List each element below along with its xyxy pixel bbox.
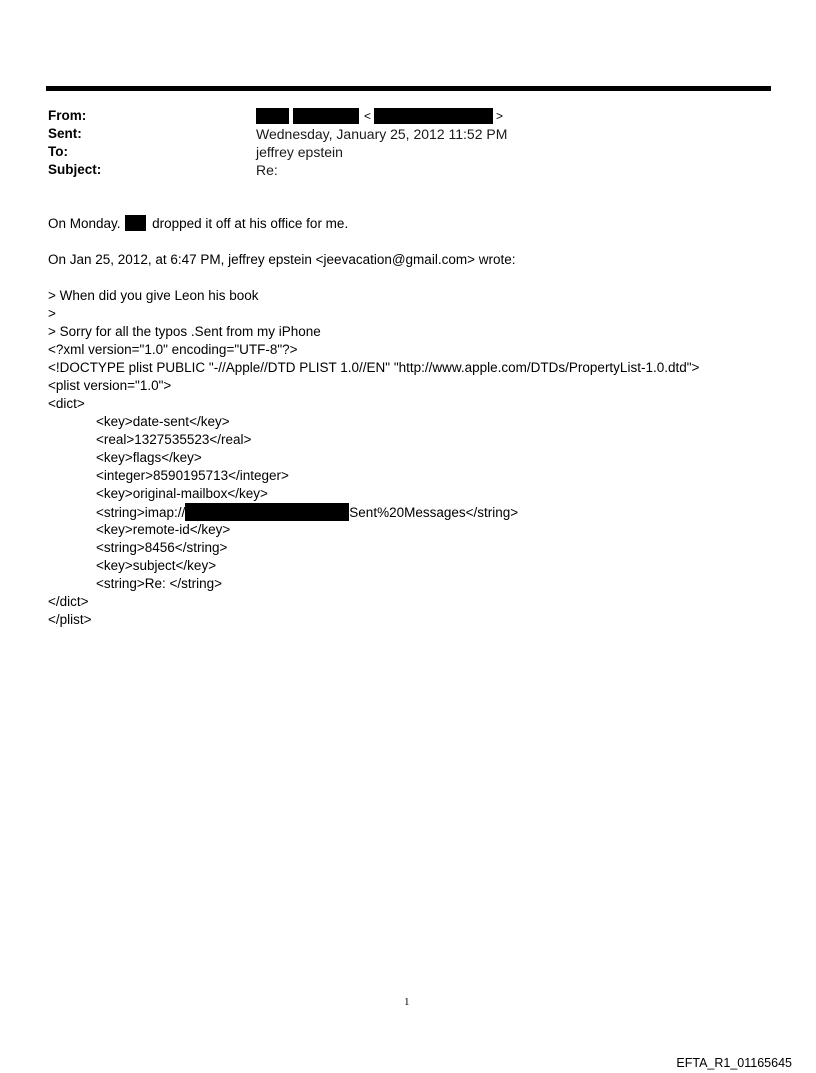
dict-line-remote-id-key: <key>remote-id</key> [96, 522, 231, 537]
body-line-1 [48, 215, 348, 233]
imap-suffix: Sent%20Messages</string> [349, 505, 519, 520]
from-email-open-bracket: < [364, 109, 372, 123]
quoted-line-3: > Sorry for all the typos .Sent from my iPhone [48, 324, 321, 339]
from-name-redaction-1 [256, 108, 289, 124]
xml-declaration: <?xml version="1.0" encoding="UTF-8"?> [48, 342, 298, 357]
dict-line-subject-key: <key>subject</key> [96, 558, 217, 573]
plist-close: </plist> [48, 612, 92, 627]
to-value: jeffrey epstein [256, 144, 343, 160]
dict-line-flags-value: <integer>8590195713</integer> [96, 468, 289, 483]
to-label: To: [48, 144, 68, 159]
dict-line-flags-key: <key>flags</key> [96, 450, 202, 465]
dict-line-imap [96, 503, 518, 522]
dict-close: </dict> [48, 594, 89, 609]
plist-open: <plist version="1.0"> [48, 378, 172, 393]
imap-redaction [185, 503, 349, 521]
dict-line-remote-id-value: <string>8456</string> [96, 540, 228, 555]
dict-line-subject-value: <string>Re: </string> [96, 576, 223, 591]
bates-number: EFTA_R1_01165645 [676, 1056, 792, 1070]
subject-value: Re: [256, 162, 278, 178]
imap-prefix: <string>imap:// [96, 505, 186, 520]
body-name-redaction [125, 215, 146, 231]
sent-label: Sent: [48, 126, 82, 141]
from-email-redaction [374, 108, 493, 124]
doctype-line: <!DOCTYPE plist PUBLIC "-//Apple//DTD PLIST 1.0//EN" "http://www.apple.com/DTDs/PropertyList-1.0.dtd"> [48, 360, 700, 375]
quoted-line-2: > [48, 306, 56, 321]
quoted-line-1: > When did you give Leon his book [48, 288, 259, 303]
header-rule [46, 86, 771, 91]
quote-intro: On Jan 25, 2012, at 6:47 PM, jeffrey epstein <jeevacation@gmail.com> wrote: [48, 252, 516, 267]
dict-line-mailbox-key: <key>original-mailbox</key> [96, 486, 268, 501]
sent-value: Wednesday, January 25, 2012 11:52 PM [256, 126, 508, 142]
from-email-close-bracket: > [496, 109, 504, 123]
from-name-redaction-2 [293, 108, 359, 124]
dict-line-date-key: <key>date-sent</key> [96, 414, 230, 429]
body-line-1-suffix: dropped it off at his office for me. [152, 216, 349, 231]
subject-label: Subject: [48, 162, 102, 177]
page-number: 1 [404, 996, 410, 1008]
dict-open: <dict> [48, 396, 85, 411]
body-line-1-prefix: On Monday. [48, 216, 121, 231]
from-label: From: [48, 108, 87, 123]
dict-line-date-value: <real>1327535523</real> [96, 432, 252, 447]
